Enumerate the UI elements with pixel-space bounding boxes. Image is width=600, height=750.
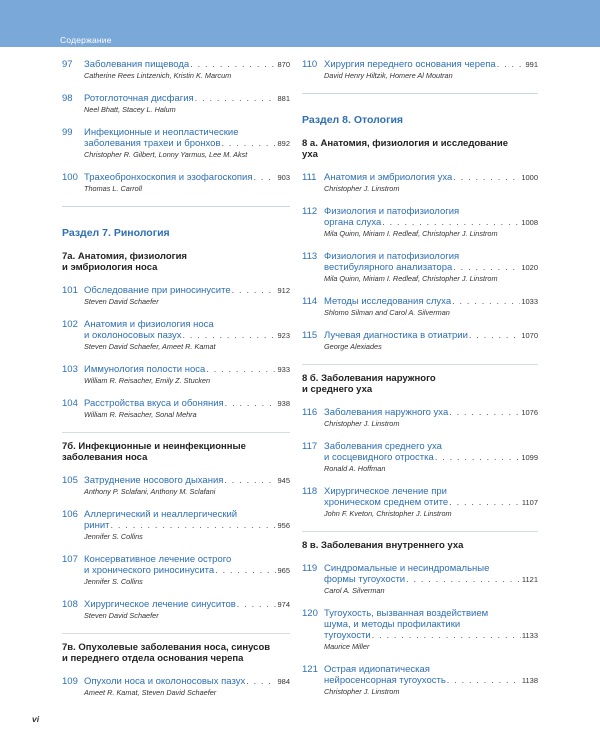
- toc-entry[interactable]: [302, 206, 538, 239]
- chapter-title: [84, 475, 290, 486]
- subsection-8c-heading: [302, 540, 538, 551]
- chapter-number: 117: [302, 441, 318, 452]
- dot-leader: [190, 59, 276, 70]
- page-number: 974: [277, 600, 290, 609]
- chapter-number: 108: [62, 599, 78, 610]
- dot-leader: [453, 262, 520, 273]
- section-8c-entries: [302, 563, 538, 697]
- chapter-title: [324, 251, 538, 273]
- page-number: 933: [277, 365, 290, 374]
- chapter-title: [324, 407, 538, 418]
- chapter-title-line: тугоухости: [324, 630, 371, 641]
- chapter-title-last-line: [324, 262, 538, 273]
- chapter-title-line: Хирургия переднего основания черепа: [324, 59, 496, 70]
- chapter-authors: Ronald A. Hoffman: [324, 464, 386, 473]
- chapter-title: [324, 59, 538, 70]
- chapter-number: 106: [62, 509, 78, 520]
- chapter-authors: Ameet R. Kamat, Steven David Schaefer: [84, 688, 217, 697]
- chapter-authors: Anthony P. Sclafani, Anthony M. Sclafani: [84, 487, 216, 496]
- chapter-title: [84, 59, 290, 70]
- chapter-title-line: Заболевания наружного уха: [324, 407, 449, 418]
- subsection-7a-heading: [62, 251, 290, 273]
- page-number: 1008: [521, 218, 538, 227]
- chapter-title-last-line: [324, 330, 538, 341]
- chapter-title-line: формы тугоухости: [324, 574, 406, 585]
- chapter-title: [84, 676, 290, 687]
- chapter-authors: Carol A. Silverman: [324, 586, 385, 595]
- chapter-title: [84, 285, 290, 296]
- chapter-title-line: Анатомия и эмбриология уха: [324, 172, 453, 183]
- page-number: 984: [277, 677, 290, 686]
- chapter-title: [84, 398, 290, 409]
- right-top-entries: [302, 59, 538, 81]
- chapter-title-line: хроническом среднем отите: [324, 497, 449, 508]
- toc-entry[interactable]: [302, 563, 538, 596]
- subsection-heading-line: 8 б. Заболевания наружного: [302, 373, 436, 384]
- chapter-number: 111: [302, 172, 317, 183]
- toc-entry[interactable]: [302, 608, 538, 652]
- toc-entry[interactable]: [302, 330, 538, 352]
- chapter-title-line: Заболевания пищевода: [84, 59, 190, 70]
- chapter-title-line: Хирургическое лечение при: [324, 486, 447, 497]
- subsection-heading-line: 8 а. Анатомия, физиология и исследование: [302, 138, 509, 149]
- chapter-title-last-line: [84, 138, 290, 149]
- chapter-authors: Steven David Schaefer, Ameet R. Kamat: [84, 342, 216, 351]
- page-number: 956: [277, 521, 290, 530]
- left-top-entries: [62, 59, 290, 194]
- toc-entry[interactable]: [302, 441, 538, 474]
- chapter-authors: John F. Kveton, Christopher J. Linstrom: [324, 509, 452, 518]
- chapter-title-last-line: [84, 676, 290, 687]
- page-folio: vi: [32, 714, 40, 724]
- subsection-8a-heading: [302, 138, 538, 160]
- chapter-title-line: Синдромальные и несиндромальные: [324, 563, 490, 574]
- dot-leader: [183, 330, 277, 341]
- dot-leader: [224, 475, 276, 486]
- subsection-8c-wrap: [302, 531, 538, 551]
- dot-leader: [232, 285, 277, 296]
- chapter-number: 112: [302, 206, 318, 217]
- toc-entry[interactable]: [62, 172, 290, 194]
- page-number: 1076: [521, 408, 538, 417]
- chapter-title-line: заболевания трахеи и бронхов: [84, 138, 221, 149]
- chapter-authors: Shlomo Silman and Carol A. Silverman: [324, 308, 450, 317]
- chapter-title: [324, 608, 538, 641]
- subsection-7c-wrap: [62, 633, 290, 664]
- page-number: 938: [277, 399, 290, 408]
- toc-entry[interactable]: [62, 599, 290, 621]
- dot-leader: [497, 59, 525, 70]
- subsection-7b-wrap: [62, 432, 290, 463]
- chapter-title-line: Острая идиопатическая: [324, 664, 430, 675]
- chapter-title-last-line: [84, 398, 290, 409]
- toc-entry[interactable]: [302, 407, 538, 429]
- chapter-title-last-line: [84, 172, 290, 183]
- chapter-number: 113: [302, 251, 318, 262]
- toc-entry[interactable]: [302, 664, 538, 697]
- dot-leader: [206, 364, 276, 375]
- chapter-title: [324, 441, 538, 463]
- chapter-title-last-line: [84, 565, 290, 576]
- chapter-title-line: Инфекционные и неопластические: [84, 127, 239, 138]
- toc-entry[interactable]: [62, 676, 290, 698]
- chapter-title-last-line: [84, 520, 290, 531]
- chapter-title-line: шума, и методы профилактики: [324, 619, 461, 630]
- chapter-title-line: Расстройства вкуса и обоняния: [84, 398, 224, 409]
- dot-leader: [222, 138, 277, 149]
- chapter-title: [84, 554, 290, 576]
- subsection-8b-wrap: [302, 364, 538, 395]
- chapter-title-last-line: [84, 475, 290, 486]
- chapter-number: 105: [62, 475, 78, 486]
- chapter-title-line: Аллергический и неаллергический: [84, 509, 238, 520]
- chapter-authors: Steven David Schaefer: [84, 611, 159, 620]
- page-number: 1121: [521, 575, 538, 584]
- chapter-title-line: и околоносовых пазух: [84, 330, 182, 341]
- chapter-title: [84, 364, 290, 375]
- page-number: 991: [525, 60, 538, 69]
- chapter-title-last-line: [324, 452, 538, 463]
- chapter-authors: Mila Quinn, Miriam I. Redleaf, Christopher J. Linstrom: [324, 229, 498, 238]
- toc-entry[interactable]: [62, 475, 290, 497]
- subsection-heading-line: заболевания носа: [62, 452, 148, 463]
- chapter-authors: Thomas L. Carroll: [84, 184, 142, 193]
- chapter-title-line: Физиология и патофизиология: [324, 251, 460, 262]
- chapter-number: 114: [302, 296, 318, 307]
- subsection-heading-line: уха: [302, 149, 318, 160]
- chapter-authors: Christopher J. Linstrom: [324, 419, 400, 428]
- toc-entry[interactable]: [302, 296, 538, 318]
- toc-entry[interactable]: [302, 59, 538, 81]
- chapter-title-last-line: [324, 574, 538, 585]
- chapter-title-last-line: [84, 59, 290, 70]
- section-7-heading: Раздел 7. Ринология: [62, 227, 170, 239]
- chapter-number: 110: [302, 59, 318, 70]
- dot-leader: [195, 93, 277, 104]
- chapter-title-last-line: [324, 172, 538, 183]
- left-column: [62, 59, 290, 710]
- chapter-title-last-line: [84, 93, 290, 104]
- section-7c-entries: [62, 676, 290, 698]
- chapter-number: 119: [302, 563, 318, 574]
- chapter-authors: William R. Reisacher, Emily Z. Stucken: [84, 376, 211, 385]
- subsection-7b-heading: [62, 441, 290, 463]
- dot-leader: [372, 630, 521, 641]
- chapter-title-line: Иммунология полости носа: [84, 364, 206, 375]
- chapter-title: [324, 664, 538, 686]
- subsection-heading-line: 7в. Опухолевые заболевания носа, синусов: [62, 642, 271, 653]
- chapter-title-line: и сосцевидного отростка: [324, 452, 434, 463]
- chapter-number: 109: [62, 676, 78, 687]
- section-8-heading: Раздел 8. Отология: [302, 114, 404, 126]
- chapter-title: [84, 172, 290, 183]
- dot-leader: [225, 398, 277, 409]
- chapter-title-last-line: [324, 630, 538, 641]
- chapter-number: 107: [62, 554, 78, 565]
- chapter-authors: Christopher R. Gilbert, Lonny Yarmus, Lee M. Akst: [84, 150, 248, 159]
- page-number: 1107: [521, 498, 538, 507]
- toc-entry[interactable]: [62, 398, 290, 420]
- chapter-authors: William R. Reisacher, Sonal Mehra: [84, 410, 197, 419]
- chapter-title-last-line: [324, 296, 538, 307]
- chapter-authors: Neel Bhatt, Stacey L. Halum: [84, 105, 176, 114]
- chapter-title: [324, 172, 538, 183]
- chapter-title-line: и хронического риносинусита: [84, 565, 215, 576]
- chapter-title-last-line: [324, 407, 538, 418]
- subsection-heading-line: 7б. Инфекционные и неинфекционные: [62, 441, 246, 452]
- subsection-8b-heading: [302, 373, 538, 395]
- chapter-number: 104: [62, 398, 78, 409]
- dot-leader: [447, 675, 521, 686]
- chapter-number: 121: [302, 664, 318, 675]
- chapter-number: 98: [62, 93, 73, 104]
- chapter-title-last-line: [324, 497, 538, 508]
- chapter-title: [84, 127, 290, 149]
- chapter-title-line: Обследование при риносинусите: [84, 285, 231, 296]
- chapter-authors: Mila Quinn, Miriam I. Redleaf, Christopher J. Linstrom: [324, 274, 498, 283]
- chapter-title-line: Консервативное лечение острого: [84, 554, 232, 565]
- chapter-number: 103: [62, 364, 78, 375]
- chapter-title-last-line: [84, 330, 290, 341]
- chapter-title-line: Лучевая диагностика в отиатрии: [324, 330, 468, 341]
- chapter-title-line: органа слуха: [324, 217, 382, 228]
- toc-entry[interactable]: [302, 486, 538, 519]
- subsection-heading-line: и переднего отдела основания черепа: [62, 653, 244, 664]
- chapter-title-line: Заболевания среднего уха: [324, 441, 442, 452]
- chapter-number: 97: [62, 59, 73, 70]
- chapter-number: 99: [62, 127, 73, 138]
- chapter-title-line: Физиология и патофизиология: [324, 206, 460, 217]
- toc-entry[interactable]: [62, 93, 290, 115]
- toc-entry[interactable]: [62, 285, 290, 307]
- chapter-title: [84, 599, 290, 610]
- toc-entry[interactable]: [62, 59, 290, 81]
- section-7b-entries: [62, 475, 290, 621]
- chapter-title: [324, 563, 538, 585]
- chapter-title: [84, 93, 290, 104]
- page-number: 912: [277, 286, 290, 295]
- chapter-title-line: Затруднение носового дыхания: [84, 475, 224, 486]
- section-divider: [62, 206, 290, 207]
- page-number: 945: [277, 476, 290, 485]
- dot-leader: [215, 565, 276, 576]
- subsection-heading-line: и среднего уха: [302, 384, 373, 395]
- subsection-heading-line: 8 в. Заболевания внутреннего уха: [302, 540, 464, 551]
- chapter-authors: Christopher J. Linstrom: [324, 687, 400, 696]
- chapter-title: [324, 296, 538, 307]
- chapter-title-line: Анатомия и физиология носа: [84, 319, 214, 330]
- page-number: 881: [277, 94, 290, 103]
- chapter-number: 101: [62, 285, 78, 296]
- dot-leader: [237, 599, 277, 610]
- toc-entry[interactable]: [62, 364, 290, 386]
- toc-entry[interactable]: [302, 172, 538, 194]
- chapter-title-last-line: [84, 285, 290, 296]
- page-number: 1133: [521, 631, 538, 640]
- toc-entry[interactable]: [62, 319, 290, 352]
- chapter-title-line: Хирургическое лечение синуситов: [84, 599, 236, 610]
- chapter-number: 118: [302, 486, 318, 497]
- section-8a-entries: [302, 172, 538, 352]
- dot-leader: [406, 574, 521, 585]
- chapter-title-line: нейросенсорная тугоухость: [324, 675, 446, 686]
- chapter-number: 116: [302, 407, 318, 418]
- chapter-authors: Maurice Miller: [324, 642, 370, 651]
- chapter-title-line: Трахеобронхоскопия и эзофагоскопия: [84, 172, 253, 183]
- chapter-number: 102: [62, 319, 78, 330]
- chapter-title-last-line: [324, 217, 538, 228]
- dot-leader: [111, 520, 277, 531]
- toc-entry[interactable]: [62, 127, 290, 160]
- chapter-title-last-line: [84, 364, 290, 375]
- chapter-number: 115: [302, 330, 318, 341]
- chapter-title: [324, 206, 538, 228]
- page-number: 965: [277, 566, 290, 575]
- chapter-authors: George Alexiades: [324, 342, 382, 351]
- chapter-title: [324, 330, 538, 341]
- chapter-title-line: Ротоглоточная дисфагия: [84, 93, 194, 104]
- chapter-title-last-line: [324, 59, 538, 70]
- chapter-authors: David Henry Hiltzik, Homere Al Moutran: [324, 71, 453, 80]
- chapter-authors: Catherine Rees Lintzenich, Kristin K. Marcum: [84, 71, 232, 80]
- subsection-7c-heading: [62, 642, 290, 664]
- chapter-number: 120: [302, 608, 318, 619]
- section-divider: [302, 93, 538, 94]
- dot-leader: [453, 172, 520, 183]
- toc-entry[interactable]: [62, 509, 290, 542]
- page-number: 1070: [521, 331, 538, 340]
- chapter-title-line: ринит: [84, 520, 110, 531]
- page-number: 870: [277, 60, 290, 69]
- chapter-authors: Christopher J. Linstrom: [324, 184, 400, 193]
- chapter-title-last-line: [84, 599, 290, 610]
- right-column: [302, 59, 538, 709]
- page-number: 1020: [521, 263, 538, 272]
- page-number: 1099: [521, 453, 538, 462]
- page-number: 1033: [521, 297, 538, 306]
- dot-leader: [452, 296, 520, 307]
- page-number: 903: [277, 173, 290, 182]
- page-number: 892: [277, 139, 290, 148]
- chapter-title: [84, 509, 290, 531]
- page-number: 1138: [521, 676, 538, 685]
- section-8b-entries: [302, 407, 538, 519]
- chapter-title: [324, 486, 538, 508]
- chapter-authors: Jennifer S. Collins: [84, 577, 143, 586]
- dot-leader: [246, 676, 276, 687]
- chapter-title-line: вестибулярного анализатора: [324, 262, 453, 273]
- chapter-title-line: Методы исследования слуха: [324, 296, 452, 307]
- chapter-title-last-line: [324, 675, 538, 686]
- dot-leader: [254, 172, 277, 183]
- page-number: 1000: [521, 173, 538, 182]
- subsection-heading-line: 7а. Анатомия, физиология: [62, 251, 187, 262]
- dot-leader: [469, 330, 520, 341]
- toc-entry[interactable]: [62, 554, 290, 587]
- toc-entry[interactable]: [302, 251, 538, 284]
- chapter-title: [84, 319, 290, 341]
- dot-leader: [449, 497, 521, 508]
- subsection-heading-line: и эмбриология носа: [62, 262, 158, 273]
- chapter-title-line: Опухоли носа и околоносовых пазух: [84, 676, 246, 687]
- chapter-number: 100: [62, 172, 78, 183]
- chapter-authors: Steven David Schaefer: [84, 297, 159, 306]
- chapter-authors: Jennifer S. Collins: [84, 532, 143, 541]
- section-7a-entries: [62, 285, 290, 420]
- dot-leader: [449, 407, 520, 418]
- dot-leader: [435, 452, 521, 463]
- page-number: 923: [277, 331, 290, 340]
- dot-leader: [382, 217, 520, 228]
- page-header-title: Содержание: [60, 35, 112, 45]
- chapter-title-line: Тугоухость, вызванная воздействием: [324, 608, 489, 619]
